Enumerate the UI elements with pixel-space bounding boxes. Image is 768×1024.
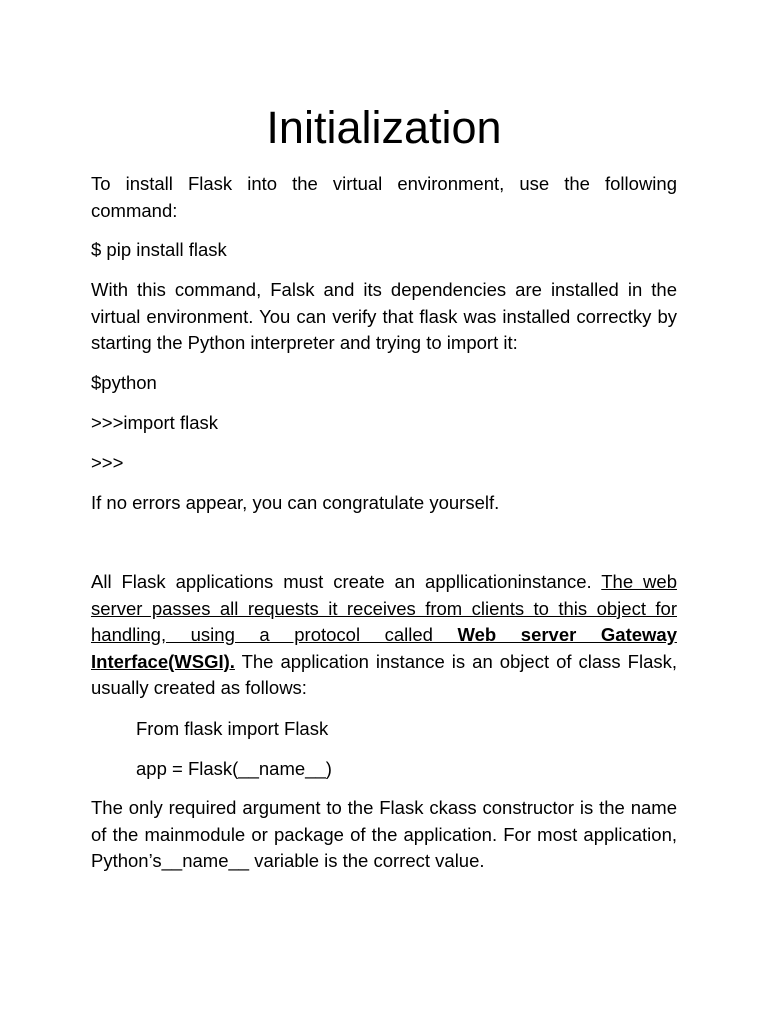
verify-paragraph: With this command, Falsk and its dependencies are installed in the virtual environment. You can verify that flask was installed correctky by starting the Python interpreter and trying to import it: [91,279,677,353]
application-intro-text: All Flask applications must create an appllicationinstance. [91,571,602,592]
no-errors-paragraph: If no errors appear, you can congratulate yourself. [91,492,500,513]
pip-command: $ pip install flask [91,239,227,260]
code-import-line: From flask import Flask [136,718,329,739]
code-app-line: app = Flask(__name__) [136,758,332,779]
page-title: Initialization [266,102,502,153]
prompt-command: >>> [91,452,124,473]
application-rest-text: The application instance is an object of class Flask, usually created as follows: [91,650,677,698]
wsgi-term: Web server Gateway Interface(WSGI). [91,624,677,672]
install-paragraph: To install Flask into the virtual environment, use the following command: [91,173,677,221]
argument-paragraph: The only required argument to the Flask ckass constructor is the name of the mainmodule or package of the application. For most application, Python’s__name__ variable is the correct value. [91,797,677,871]
wsgi-underlined-text: The web server passes all requests it receives from clients to this object for handling, using a protocol called [91,571,677,645]
import-command: >>>import flask [91,412,218,433]
python-command: $python [91,372,157,393]
application-paragraph [91,569,677,702]
